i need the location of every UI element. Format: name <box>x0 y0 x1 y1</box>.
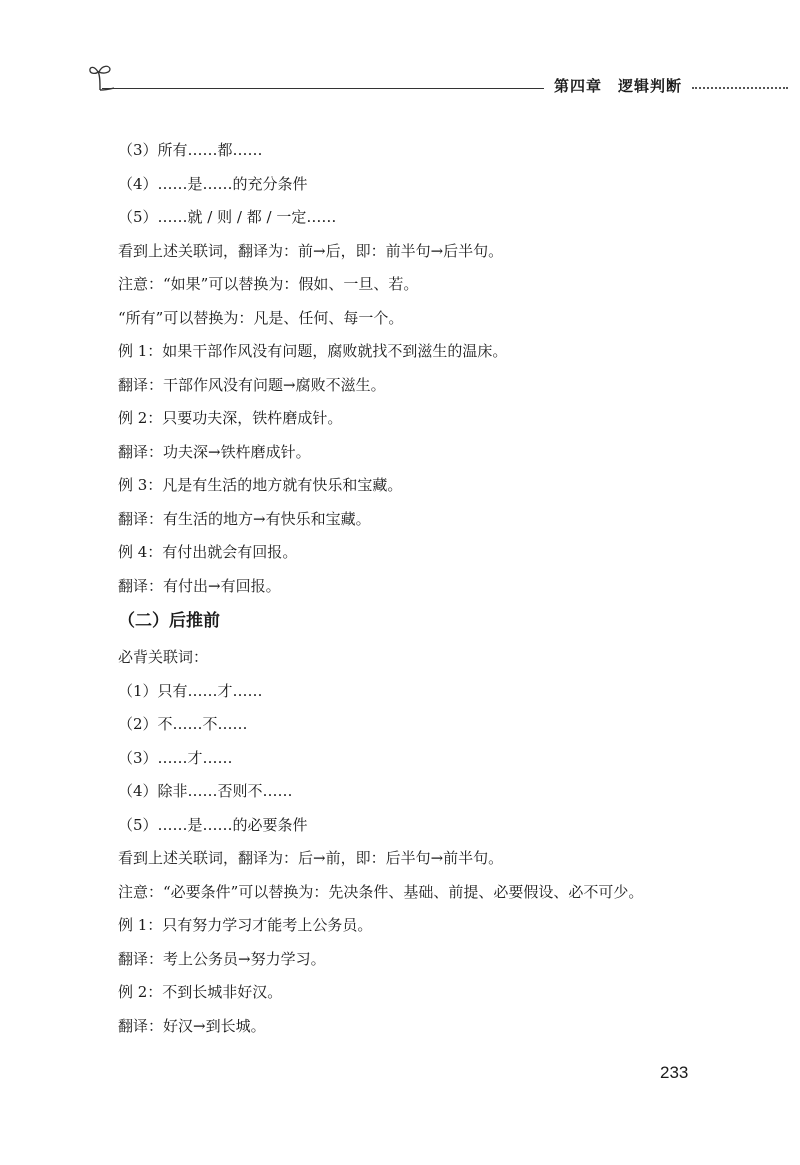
text-line: 例 2：只要功夫深，铁杵磨成针。 <box>118 409 343 427</box>
text-line: （2）不……不…… <box>118 715 248 733</box>
text-line: 例 2：不到长城非好汉。 <box>118 983 283 1001</box>
header-rule <box>102 88 544 89</box>
text-line: （1）只有……才…… <box>118 681 263 700</box>
text-line: 翻译：干部作风没有问题→腐败不滋生。 <box>118 375 386 394</box>
text-line: （5）……是……的必要条件 <box>118 815 308 834</box>
page-number: 233 <box>660 1063 689 1082</box>
text-line: （5）……就 / 则 / 都 / 一定…… <box>118 208 337 226</box>
text-line: 翻译：功夫深→铁杵磨成针。 <box>118 442 311 461</box>
text-line: 注意：“必要条件”可以替换为：先决条件、基础、前提、必要假设、必不可少。 <box>118 882 644 901</box>
text-line: （3）……才…… <box>118 748 233 767</box>
page-body <box>118 140 718 1049</box>
text-line: 翻译：有生活的地方→有快乐和宝藏。 <box>118 509 371 528</box>
page-header <box>88 62 788 102</box>
text-line: （3）所有……都…… <box>118 141 263 159</box>
text-line: （4）除非……否则不…… <box>118 782 293 800</box>
text-line: 例 4：有付出就会有回报。 <box>118 543 298 561</box>
section-heading: （二）后推前 <box>118 611 220 631</box>
text-line: 看到上述关联词，翻译为：前→后，即：前半句→后半句。 <box>118 241 504 260</box>
text-line: 例 1：只有努力学习才能考上公务员。 <box>118 916 373 934</box>
text-line: 看到上述关联词，翻译为：后→前，即：后半句→前半句。 <box>118 849 504 867</box>
text-line: （4）……是……的充分条件 <box>118 174 308 193</box>
header-dotted-rule <box>692 87 788 89</box>
text-line: 例 1：如果干部作风没有问题，腐败就找不到滋生的温床。 <box>118 342 508 360</box>
text-line: 注意：“如果”可以替换为：假如、一旦、若。 <box>118 275 419 293</box>
chapter-title: 第四章 逻辑判断 <box>554 77 683 95</box>
text-line: 必背关联词： <box>118 648 209 666</box>
text-line: 例 3：凡是有生活的地方就有快乐和宝藏。 <box>118 476 403 494</box>
text-line: 翻译：考上公务员→努力学习。 <box>118 949 326 968</box>
text-line: “所有”可以替换为：凡是、任何、每一个。 <box>118 308 404 327</box>
text-line: 翻译：好汉→到长城。 <box>118 1016 266 1035</box>
text-line: 翻译：有付出→有回报。 <box>118 576 281 595</box>
